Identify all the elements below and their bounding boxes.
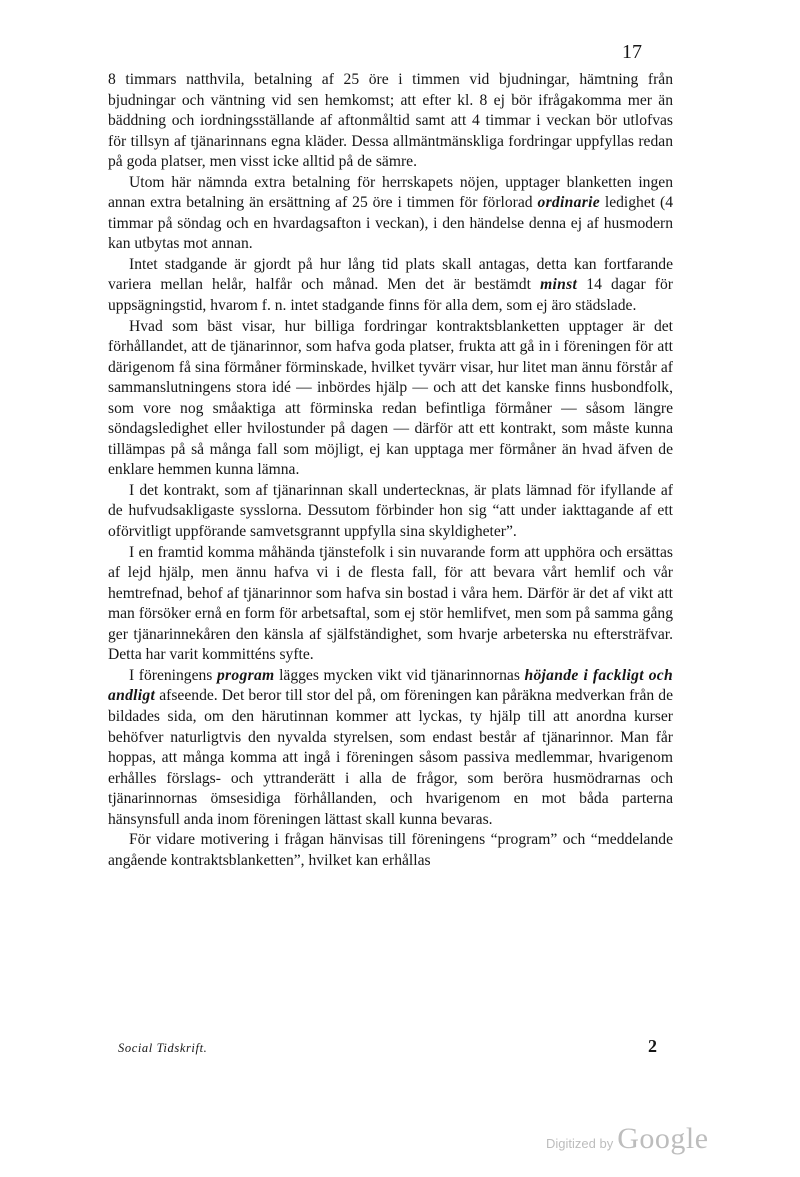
watermark-prefix: Digitized by <box>546 1136 614 1151</box>
footer-signature-mark: 2 <box>648 1036 657 1056</box>
paragraph-2-text-b: ledighet (4 timmar på söndag och en hvardagsafton i veckan), i den händelse denna ej af husmodern kan utbytas mot annan. <box>108 194 673 253</box>
paragraph-7-text-c: afseende. Det beror till stor del på, om föreningen kan påräkna medverkan från de bildades sida, om den härutinnan kommer att lyckas, ty hjälp till att anordna kurser behöfver naturligtvis den nyvalda styrelsen, som endast består af tjänarinnor. Man får hoppas, att många komma att ingå i föreningen såsom passiva medlemmar, hvarigenom erhålles förslags- och yttranderätt i alla de frågor, som beröra husmödrarnas och tjänarinnornas ömsesidiga förhållanden, och hvarigenom en mot båda parterna hänsynsfull anda inom föreningen lättast skall kunna bevaras. <box>108 687 673 828</box>
paragraph-7-emphasis-1: program <box>216 666 275 684</box>
paragraph-3-text-b: 14 dagar för uppsägningstid, hvarom f. n. intet stadgande finns för alla dem, som ej äro städslade. <box>108 276 673 315</box>
paragraph-2-text-a: Utom här nämnda extra betalning för herrskapets nöjen, upptager blanketten ingen annan extra betalning än ersättning af 25 öre i timmen för förlorad <box>108 173 673 212</box>
paragraph-2 <box>108 173 673 255</box>
paragraph-7 <box>108 666 673 830</box>
paragraph-8: För vidare motivering i frågan hänvisas till föreningens “program” och “meddelande angående kontraktsblanketten”, hvilket kan erhållas <box>108 831 673 869</box>
paragraph-7-text-b: lägges mycken vikt vid tjänarinnornas <box>274 666 525 684</box>
paragraph-3-text-a: Intet stadgande är gjordt på hur lång tid plats skall antagas, detta kan fortfarande variera mellan helår, halfår och månad. Men det är bestämdt <box>108 255 673 294</box>
paragraph-7-emphasis-2: höjande i fackligt och andligt <box>108 666 673 705</box>
footer-journal-title: Social Tidskrift. <box>118 1041 208 1055</box>
paragraph-3 <box>108 255 673 317</box>
google-logo: Google <box>617 1122 709 1155</box>
digitized-watermark <box>546 1122 709 1156</box>
paragraph-6: I en framtid komma måhända tjänstefolk i sin nuvarande form att upphöra och ersättas af lejd hjälp, men ännu hafva vi i de flesta fall, för att bevara vårt hemlif och vår hemtrefnad, behof af tjänarinnor som hafva sin bostad i våra hem. Därför är det af vikt att man försöker ernå en form för arbetsaftal, som ej stör hemlifvet, men som på samma gång ger tjänarinnekåren den känsla af själfständighet, som hvarje arbeterska nu eftersträfvar. Detta har varit kommitténs syfte. <box>108 543 673 664</box>
body-text <box>108 70 673 871</box>
paragraph-1: 8 timmars natthvila, betalning af 25 öre i timmen vid bjudningar, hämtning från bjudningar och väntning vid sen hemkomst; att efter kl. 8 ej bör ifrågakomma mer än bäddning och iordningsställande af aftonmåltid samt att 4 timmar i veckan bör utlofvas för tillsyn af tjänarinnans egna kläder. Dessa allmäntmänskliga fordringar uppfyllas redan på goda platser, men visst icke alltid på de sämre. <box>108 71 673 171</box>
paragraph-5: I det kontrakt, som af tjänarinnan skall undertecknas, är plats lämnad för ifyllande af de hufvudsakligaste sysslorna. Dessutom förbinder hon sig “att under iakttagande af ett oförvitligt uppförande samvetsgrannt uppfylla sina skyldigheter”. <box>108 481 673 541</box>
page-number: 17 <box>622 41 642 63</box>
paragraph-3-emphasis: minst <box>540 276 578 294</box>
paragraph-4: Hvad som bäst visar, hur billiga fordringar kontraktsblanketten upptager är det förhållandet, att de tjänarinnor, som hafva goda platser, frukta att gå in i föreningen för att därigenom få sina förmåner förminskade, hvilket tyvärr visar, hur litet man ännu förstår af sammanslutningens stora idé — inbördes hjälp — och att det kanske finns husbondfolk, som vore nog småaktiga att förminska redan befintliga förmåner — såsom längre söndagsledighet eller hvilostunder på dagen — därför att ett kontrakt, som måste kunna tillämpas på så många fall som möjligt, ej kan upptaga mer förmåner än hvad äfven de enklare hemmen kunna lämna. <box>108 317 673 479</box>
paragraph-7-text-a: I föreningens <box>129 666 217 684</box>
paragraph-2-emphasis: ordinarie <box>537 194 600 212</box>
